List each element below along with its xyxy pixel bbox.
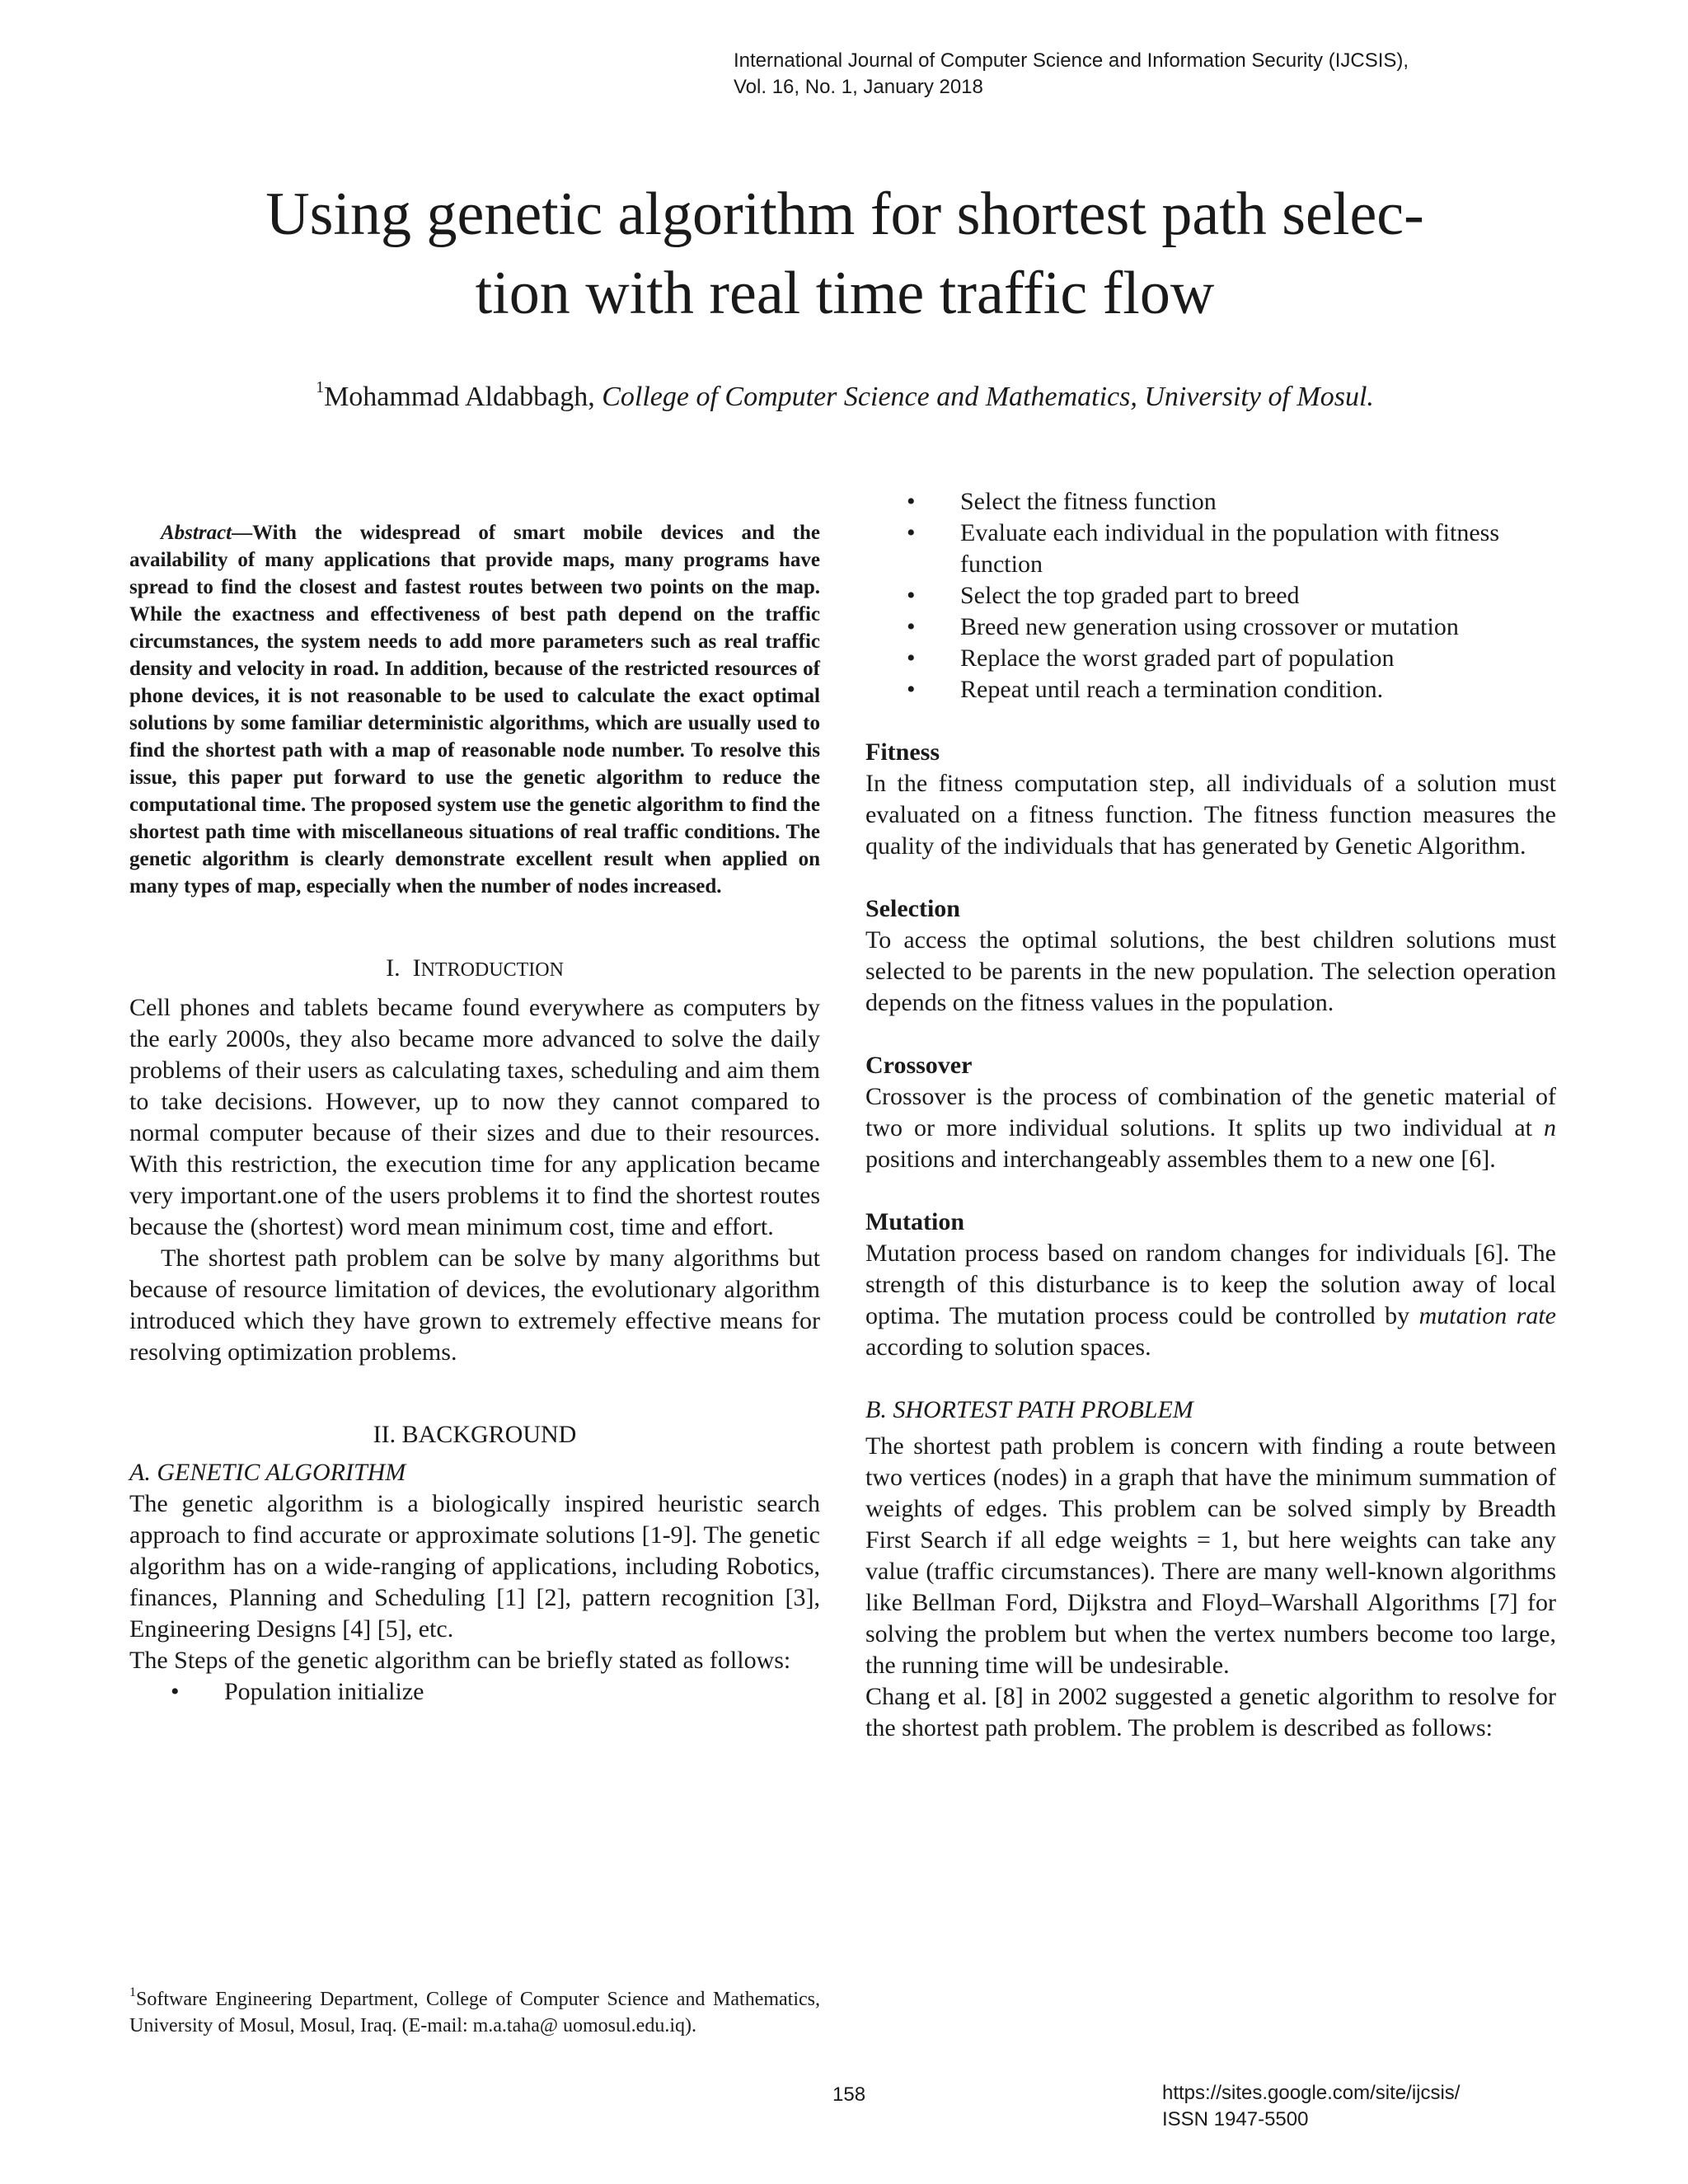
author-affiliation: College of Computer Science and Mathematics, University of Mosul. — [602, 382, 1374, 412]
title-line-1: Using genetic algorithm for shortest path selec- — [265, 180, 1424, 248]
shortest-path-paragraph-2: Chang et al. [8] in 2002 suggested a genetic algorithm to resolve for the shortest path problem. The problem is described as follows: — [865, 1683, 1556, 1741]
page-number: 158 — [832, 2083, 866, 2106]
fitness-paragraph: In the fitness computation step, all individuals of a solution must evaluated on a fitness function. The fitness function measures the quality of the individuals that has generated by Genetic Algorithm. — [865, 770, 1556, 860]
journal-name: International Journal of Computer Science and Information Security (IJCSIS), — [734, 49, 1409, 72]
abstract-label: Abstract — [161, 522, 232, 544]
issn: ISSN 1947-5500 — [1162, 2108, 1309, 2130]
background-paragraph-1: The genetic algorithm is a biologically inspired heuristic search approach to find accurate or approximate solutions [1-9]. The genetic algorithm has on a wide-ranging of applications, including Robotics, finances, Planning and Scheduling [1] [2], pattern recognition [3], Engineering Designs [4] [5], etc. — [129, 1490, 820, 1643]
abstract-text: —With the widespread of smart mobile devices and the availability of many applications that provide maps, many programs have spread to find the closest and fastest routes between two points on the map. While the exactness and effectiveness of best path depend on the traffic circumstances, the system needs to add more parameters such as real traffic density and velocity in road. In addition, because of the restricted resources of phone devices, it is not reasonable to be used to calculate the exact optimal solutions by some familiar deterministic algorithms, which are usually used to find the shortest path with a map of reasonable node number. To resolve this issue, this paper put forward to use the genetic algorithm to reduce the computational time. The proposed system use the genetic algorithm to find the shortest path time with miscellaneous situations of real traffic conditions. The genetic algorithm is clearly demonstrate excellent result when applied on many types of map, especially when the number of nodes increased. — [129, 522, 820, 898]
bullet-icon: • — [907, 582, 916, 609]
intro-paragraph-2: The shortest path problem can be solve by many algorithms but because of resource limitation of devices, the evolutionary algorithm introduced which they have grown to extremely effective means for resolving optimization problems. — [129, 1244, 820, 1366]
list-item: • Breed new generation using crossover or mutation — [865, 612, 1556, 643]
list-item: • Select the top graded part to breed — [865, 580, 1556, 612]
bullet-icon: • — [907, 644, 916, 672]
author-superscript: 1 — [316, 378, 325, 396]
background-paragraph-2: The Steps of the genetic algorithm can be briefly stated as follows: — [129, 1647, 791, 1674]
intro-heading-first: I — [412, 954, 421, 982]
footnote — [129, 1986, 820, 2039]
bullet-icon: • — [171, 1678, 180, 1705]
author-line — [115, 379, 1574, 415]
author-name: Mohammad Aldabbagh, — [324, 382, 603, 412]
footer-info — [1162, 2080, 1460, 2133]
mutation-paragraph: Mutation process based on random changes for individuals [6]. The strength of this disturbance is to keep the solution away of local optima. The mutation process could be controlled by mutation rate according to solution spaces. — [865, 1240, 1557, 1361]
intro-heading-rest: NTRODUCTION — [420, 959, 564, 981]
subheading-genetic-algorithm: A. GENETIC ALGORITHM — [129, 1459, 406, 1486]
intro-heading-number: I. — [386, 954, 401, 982]
list-item: • Replace the worst graded part of population — [865, 643, 1556, 674]
section-heading-background: II. BACKGROUND — [373, 1421, 577, 1448]
steps-list-left — [129, 1676, 820, 1708]
heading-crossover: Crossover — [865, 1052, 973, 1079]
journal-header — [734, 48, 1409, 101]
journal-url: https://sites.google.com/site/ijcsis/ — [1162, 2082, 1461, 2104]
bullet-icon: • — [907, 519, 916, 546]
footnote-text: Software Engineering Department, College of Computer Science and Mathematics, University of Mosul, Mosul, Iraq. (E-mail: m.a.taha@ uomosul.edu.iq). — [129, 1989, 820, 2036]
bullet-icon: • — [907, 676, 916, 703]
title-line-2: tion with real time traffic flow — [475, 260, 1215, 327]
selection-paragraph: To access the optimal solutions, the best children solutions must selected to be parents in the new population. The selection operation depends on the fitness values in the population. — [865, 926, 1556, 1016]
bullet-icon: • — [907, 488, 916, 515]
paper-title — [115, 175, 1574, 333]
heading-mutation: Mutation — [865, 1208, 964, 1235]
list-item: • Evaluate each individual in the population with fitness function — [907, 519, 1500, 578]
intro-paragraph-1: Cell phones and tablets became found everywhere as computers by the early 2000s, they also became more advanced to solve the daily problems of their users as calculating taxes, scheduling and aim them to take decisions. However, up to now they cannot compared to normal computer because of their sizes and due to their resources. With this restriction, the execution time for any application became very important.one of the users problems it to find the shortest routes because the (shortest) word mean minimum cost, time and effort. — [129, 994, 820, 1240]
section-heading-introduction — [129, 953, 820, 986]
bullet-icon: • — [907, 613, 916, 640]
right-column — [865, 486, 1556, 1744]
heading-fitness: Fitness — [865, 738, 940, 766]
list-item: • Repeat until reach a termination condition. — [865, 674, 1556, 705]
journal-volume: Vol. 16, No. 1, January 2018 — [734, 76, 983, 98]
heading-selection: Selection — [865, 895, 960, 922]
footnote-superscript: 1 — [129, 1985, 136, 1999]
crossover-paragraph: Crossover is the process of combination of the genetic material of two or more individual solutions. It splits up two individual at n positions and interchangeably assembles them to a new one [6]. — [865, 1083, 1556, 1173]
list-item: • Select the fitness function — [865, 486, 1556, 518]
abstract — [129, 519, 820, 900]
subheading-shortest-path: B. SHORTEST PATH PROBLEM — [865, 1396, 1193, 1423]
shortest-path-paragraph-1: The shortest path problem is concern with finding a route between two vertices (nodes) in a graph that have the minimum summation of weights of edges. This problem can be solved simply by Breadth First Search if all edge weights = 1, but here weights can take any value (traffic circumstances). There are many well-known algorithms like Bellman Ford, Dijkstra and Floyd–Warshall Algorithms [7] for solving the problem but when the vertex numbers become too large, the running time will be undesirable. — [865, 1432, 1556, 1679]
list-item: • Population initialize — [129, 1676, 820, 1708]
steps-list-right — [865, 486, 1556, 705]
left-column — [129, 519, 820, 1708]
